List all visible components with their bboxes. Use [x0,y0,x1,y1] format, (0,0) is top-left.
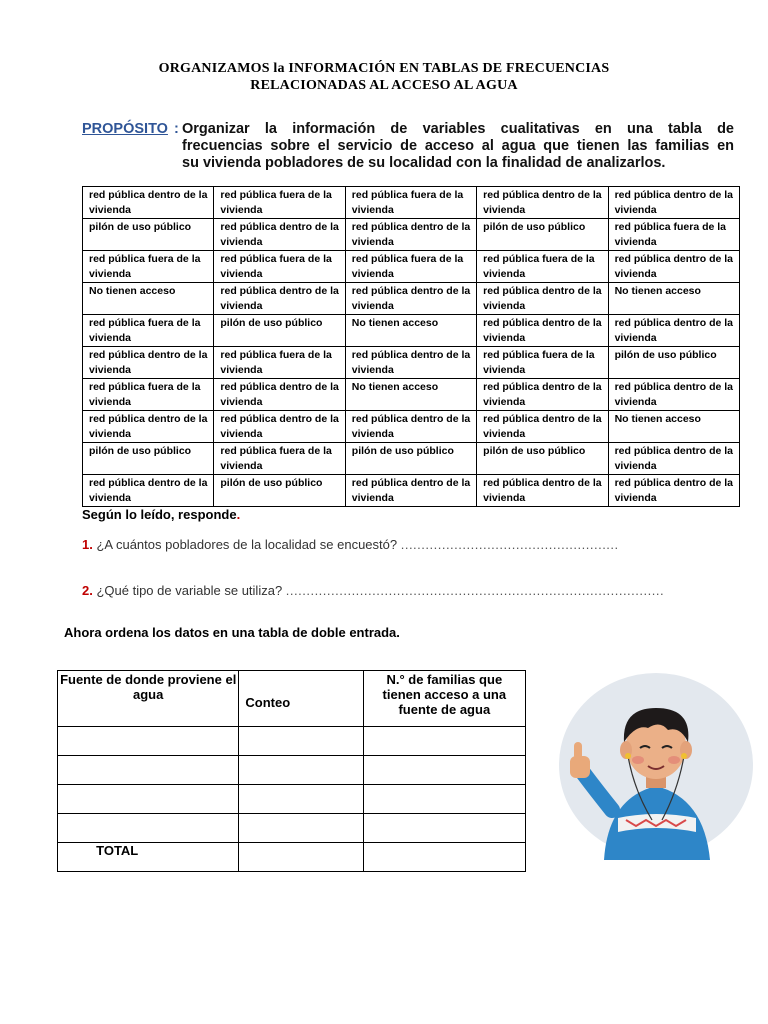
question-1-number: 1. [82,537,93,552]
table-cell: pilón de uso público [608,347,739,379]
table-cell: red pública dentro de la vivienda [83,187,214,219]
table-cell: pilón de uso público [83,219,214,251]
table-row [83,315,740,347]
table-cell: No tienen acceso [83,283,214,315]
table-cell: red pública dentro de la vivienda [608,475,739,507]
table-cell: red pública fuera de la vivienda [214,347,345,379]
empty-cell[interactable] [58,785,239,814]
table-cell: red pública dentro de la vivienda [83,411,214,443]
question-2-answer-line[interactable]: ............................................................................................ [285,583,665,598]
total-count-cell[interactable] [239,843,363,872]
table-cell: red pública dentro de la vivienda [608,187,739,219]
table-row [83,379,740,411]
table-cell: red pública fuera de la vivienda [83,379,214,411]
header-families: N.° de familias que tienen acceso a una fuente de agua [363,671,525,727]
table-cell: red pública dentro de la vivienda [477,315,608,347]
table-cell: red pública dentro de la vivienda [345,475,476,507]
boy-thumbs-up-illustration [556,670,754,860]
table-cell: red pública dentro de la vivienda [477,283,608,315]
empty-cell[interactable] [363,785,525,814]
table-cell: red pública dentro de la vivienda [477,411,608,443]
purpose-colon: : [174,121,179,137]
worksheet-title [0,60,768,94]
table-row [83,443,740,475]
question-1-text: ¿A cuántos pobladores de la localidad se encuestó? [92,537,401,552]
empty-cell[interactable] [239,727,363,756]
table-cell: red pública dentro de la vivienda [477,187,608,219]
respond-text: Según lo leído, responde [82,507,237,522]
purpose-line-2: frecuencias sobre el servicio de acceso al agua que tienen las familias en [182,138,734,154]
table-cell: red pública dentro de la vivienda [608,251,739,283]
table-cell: No tienen acceso [345,379,476,411]
table-cell: No tienen acceso [345,315,476,347]
order-instruction: Ahora ordena los datos en una tabla de doble entrada. [64,625,400,640]
purpose-label: PROPÓSITO [82,121,168,137]
empty-cell[interactable] [363,727,525,756]
total-label-cell [58,843,239,872]
table-cell: red pública dentro de la vivienda [83,475,214,507]
table-cell: red pública fuera de la vivienda [214,187,345,219]
table-row [83,411,740,443]
purpose-line-3: su vivienda pobladores de su localidad con la finalidad de analizarlos. [182,155,666,171]
header-count: Conteo [239,671,363,727]
table-cell: No tienen acceso [608,283,739,315]
table-cell: pilón de uso público [83,443,214,475]
empty-cell[interactable] [363,814,525,843]
table-cell: red pública dentro de la vivienda [214,411,345,443]
table-cell: pilón de uso público [345,443,476,475]
header-source: Fuente de donde proviene el agua [58,671,239,727]
total-row [58,843,526,872]
table-cell: red pública dentro de la vivienda [477,475,608,507]
table-cell: pilón de uso público [477,219,608,251]
table-cell: red pública dentro de la vivienda [345,219,476,251]
table-row [58,814,526,843]
table-cell: red pública fuera de la vivienda [345,187,476,219]
table-cell: pilón de uso público [477,443,608,475]
table-cell: red pública dentro de la vivienda [345,411,476,443]
table-cell: red pública fuera de la vivienda [477,347,608,379]
table-cell: red pública fuera de la vivienda [345,251,476,283]
table-cell: No tienen acceso [608,411,739,443]
total-label: TOTAL [96,843,139,858]
survey-data-table [82,186,740,507]
empty-cell[interactable] [239,814,363,843]
table-cell: red pública dentro de la vivienda [83,347,214,379]
purpose-text [82,121,734,172]
table-cell: red pública fuera de la vivienda [214,251,345,283]
respond-instruction [82,507,240,522]
table-row [83,219,740,251]
empty-cell[interactable] [239,785,363,814]
table-row [83,475,740,507]
table-row [58,727,526,756]
frequency-table [57,670,526,872]
table-row [83,347,740,379]
table-row [83,251,740,283]
table-row [58,756,526,785]
table-cell: pilón de uso público [214,475,345,507]
table-cell: red pública fuera de la vivienda [214,443,345,475]
table-cell: red pública fuera de la vivienda [83,315,214,347]
empty-cell[interactable] [58,814,239,843]
table-cell: red pública dentro de la vivienda [345,347,476,379]
table-cell: red pública dentro de la vivienda [214,219,345,251]
empty-cell[interactable] [58,727,239,756]
table-cell: red pública dentro de la vivienda [608,443,739,475]
respond-dot: . [236,507,241,522]
question-1-answer-line[interactable]: ..................................................... [400,537,619,552]
question-2-text: ¿Qué tipo de variable se utiliza? [92,583,286,598]
table-cell: red pública dentro de la vivienda [214,283,345,315]
table-row [83,283,740,315]
table-cell: red pública dentro de la vivienda [608,379,739,411]
table-cell: red pública fuera de la vivienda [83,251,214,283]
table-cell: red pública dentro de la vivienda [214,379,345,411]
empty-cell[interactable] [363,756,525,785]
empty-cell[interactable] [58,756,239,785]
table-cell: red pública fuera de la vivienda [608,219,739,251]
table-row [58,785,526,814]
table-cell: red pública fuera de la vivienda [477,251,608,283]
title-line-2: RELACIONADAS AL ACCESO AL AGUA [250,78,518,93]
title-line-1: ORGANIZAMOS la INFORMACIÓN EN TABLAS DE FRECUENCIAS [158,61,610,76]
question-2 [82,583,664,598]
total-families-cell[interactable] [363,843,525,872]
table-cell: pilón de uso público [214,315,345,347]
question-1 [82,537,619,552]
empty-cell[interactable] [239,756,363,785]
purpose-block [82,121,734,172]
table-cell: red pública dentro de la vivienda [608,315,739,347]
table-row [83,187,740,219]
question-2-number: 2. [82,583,93,598]
table-cell: red pública dentro de la vivienda [345,283,476,315]
table-cell: red pública dentro de la vivienda [477,379,608,411]
purpose-line-1: Organizar la información de variables cualitativas en una tabla de [182,121,734,137]
